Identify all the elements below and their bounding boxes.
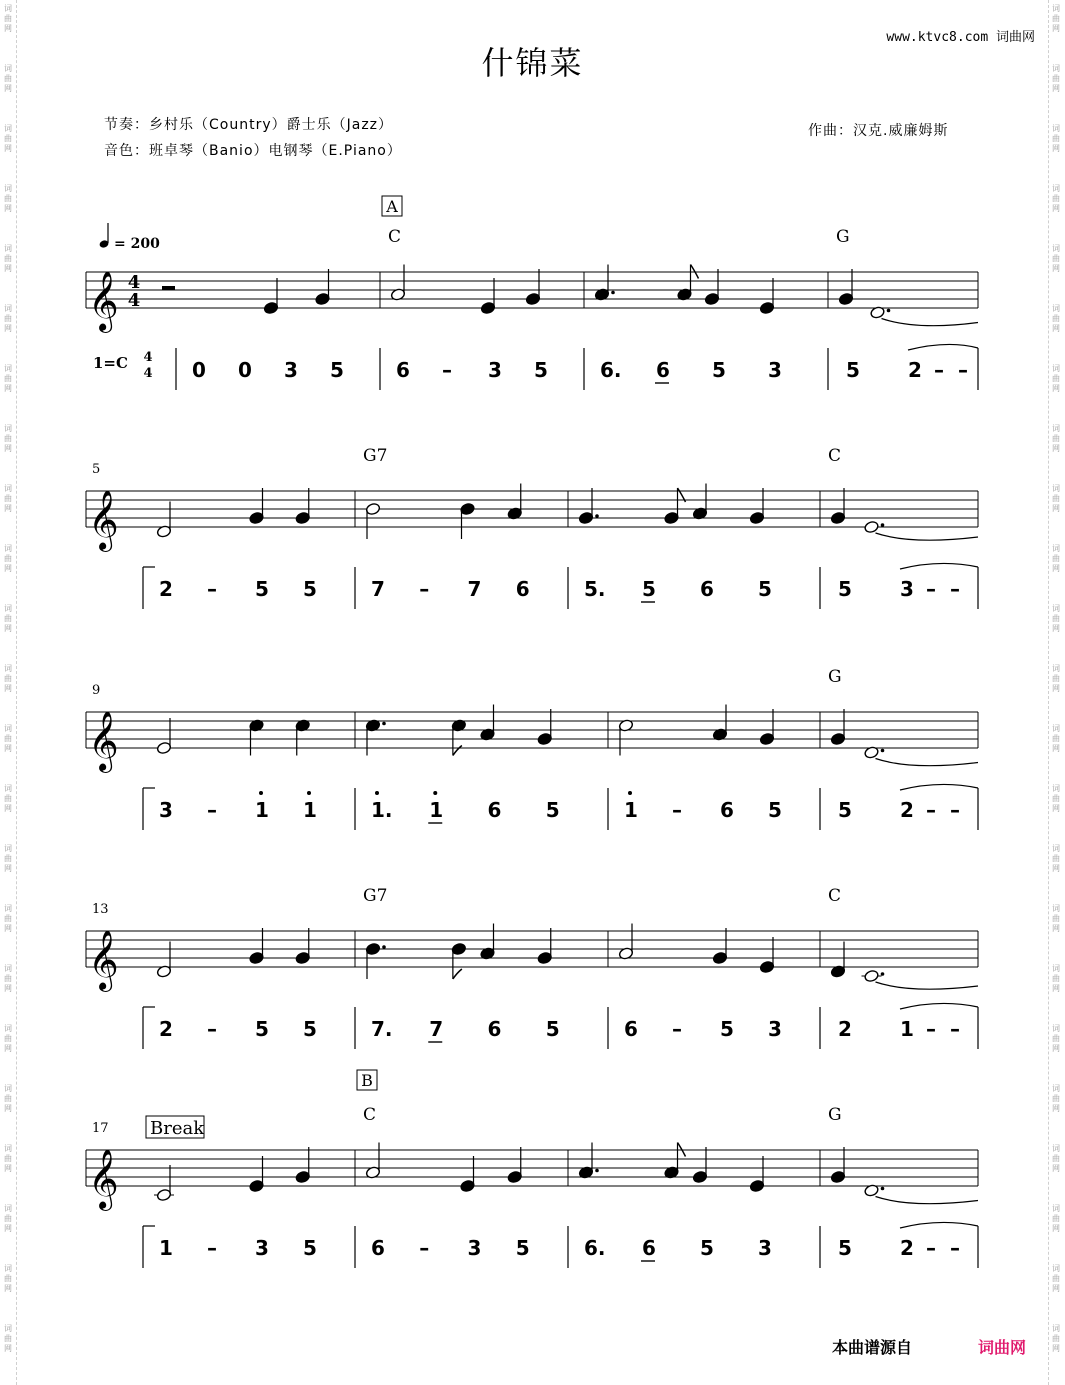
jianpu-note: 2 xyxy=(838,1017,852,1041)
jianpu-note: 6 xyxy=(396,358,410,382)
side-watermark-text: 词 曲 网 xyxy=(4,964,12,993)
side-watermark-text: 词 曲 网 xyxy=(4,364,12,393)
jianpu-note: 3 xyxy=(900,577,914,601)
jianpu-dash: – xyxy=(207,1236,217,1260)
side-watermark-text: 词 曲 网 xyxy=(4,184,12,213)
side-watermark-text: 词 曲 网 xyxy=(1052,784,1060,813)
jianpu-note: 5 xyxy=(330,358,344,382)
note-head xyxy=(864,969,879,982)
chord-symbol: C xyxy=(828,446,842,466)
chord-symbol: G7 xyxy=(363,446,388,466)
side-watermark-text: 词 曲 网 xyxy=(1052,604,1060,633)
jianpu-dash: – xyxy=(950,577,960,601)
key-signature: 1=C xyxy=(93,354,128,372)
side-watermark-text: 词 曲 网 xyxy=(1052,1024,1060,1053)
side-watermark-text: 词 曲 网 xyxy=(4,1084,12,1113)
side-watermark-text: 词 曲 网 xyxy=(1052,304,1060,333)
jianpu-note: 5 xyxy=(838,1236,852,1260)
jianpu-note: 5 xyxy=(303,577,317,601)
treble-clef-icon: 𝄞 xyxy=(88,711,119,771)
side-watermark-text: 词 曲 网 xyxy=(1052,544,1060,573)
chord-symbol: G xyxy=(836,227,850,247)
time-signature-top: 4 xyxy=(127,272,141,293)
tie-curve xyxy=(876,982,979,989)
jianpu-dash: – xyxy=(926,1236,936,1260)
jianpu-tie-curve xyxy=(900,563,978,569)
dot-mark xyxy=(881,972,885,976)
jianpu-note: 5 xyxy=(515,1236,530,1260)
side-watermark-text: 词 曲 网 xyxy=(4,844,12,873)
side-watermark-text: 词 曲 网 xyxy=(4,544,12,573)
chord-symbol: C xyxy=(828,886,842,906)
high-octave-dot xyxy=(307,791,311,795)
jianpu-note: 1. xyxy=(371,798,393,822)
high-octave-dot xyxy=(259,791,263,795)
jianpu-note: 5 xyxy=(846,358,860,382)
jianpu-tie-curve xyxy=(908,344,978,350)
side-watermark-text: 词 曲 网 xyxy=(4,1204,12,1233)
footer-source-label: 本曲谱源自 xyxy=(832,1338,913,1357)
side-watermark-text: 词 曲 网 xyxy=(4,604,12,633)
treble-clef-icon: 𝄞 xyxy=(88,490,119,550)
dot-mark xyxy=(881,1187,885,1191)
jianpu-note: 5 xyxy=(720,1017,734,1041)
tempo-marking: = 200 xyxy=(114,236,160,252)
chord-symbol: G7 xyxy=(363,886,388,906)
rehearsal-mark: A xyxy=(386,197,398,216)
jianpu-note: 1 xyxy=(429,798,444,822)
jianpu-note: 2 xyxy=(900,798,914,822)
jianpu-note: 3 xyxy=(488,358,502,382)
side-watermark-text: 词 曲 网 xyxy=(4,664,12,693)
time-signature-bottom: 4 xyxy=(127,290,141,311)
jianpu-note: 7. xyxy=(371,1017,393,1041)
side-watermark-text: 词 曲 网 xyxy=(1052,244,1060,273)
chord-symbol: C xyxy=(363,1105,377,1125)
dot-mark xyxy=(881,749,885,753)
jianpu-tie-curve xyxy=(900,1222,978,1228)
jianpu-note: 6. xyxy=(600,358,622,382)
side-watermark-text: 词 曲 网 xyxy=(4,424,12,453)
jianpu-note: 6 xyxy=(700,577,714,601)
tie-curve xyxy=(882,319,979,326)
side-watermark-text: 词 曲 网 xyxy=(1052,1264,1060,1293)
tie-curve xyxy=(876,1197,979,1204)
side-watermark-text: 词 曲 网 xyxy=(1052,724,1060,753)
jianpu-dash: – xyxy=(419,577,430,601)
jianpu-tie-curve xyxy=(900,1003,978,1009)
jianpu-note: 6 xyxy=(515,577,530,601)
timbre-info: 音色：班卓琴（Banio）电钢琴（E.Piano） xyxy=(104,143,402,159)
jianpu-note: 5 xyxy=(534,358,548,382)
jianpu-note: 1 xyxy=(303,798,317,822)
side-watermark-text: 词 曲 网 xyxy=(1052,184,1060,213)
side-watermark-text: 词 曲 网 xyxy=(4,784,12,813)
side-watermark-text: 词 曲 网 xyxy=(4,124,12,153)
dot-mark xyxy=(382,722,386,726)
jianpu-dash: – xyxy=(926,1017,936,1041)
side-watermark-text: 词 曲 网 xyxy=(1052,4,1060,33)
jianpu-dash: – xyxy=(950,1017,960,1041)
jianpu-dash: – xyxy=(207,577,217,601)
jianpu-note: 1 xyxy=(159,1236,173,1260)
jianpu-note: 6 xyxy=(487,1017,502,1041)
jianpu-note: 3 xyxy=(768,1017,782,1041)
jianpu-note: 5 xyxy=(642,577,656,601)
jianpu-note: 7 xyxy=(371,577,385,601)
side-watermark-text: 词 曲 网 xyxy=(1052,364,1060,393)
high-octave-dot xyxy=(375,791,379,795)
jianpu-note: 6 xyxy=(624,1017,638,1041)
treble-clef-icon: 𝄞 xyxy=(88,1149,119,1209)
side-watermark-text: 词 曲 网 xyxy=(4,904,12,933)
jianpu-dash: – xyxy=(926,798,936,822)
side-watermark-text: 词 曲 网 xyxy=(4,244,12,273)
jianpu-note: 1 xyxy=(900,1017,914,1041)
jianpu-dash: – xyxy=(207,1017,217,1041)
rhythm-info: 节奏：乡村乐（Country）爵士乐（Jazz） xyxy=(104,117,394,133)
site-url: www.ktvc8.com 词曲网 xyxy=(886,30,1035,45)
jianpu-dash: – xyxy=(442,358,452,382)
jianpu-note: 0 xyxy=(238,358,252,382)
jianpu-note: 2 xyxy=(159,577,173,601)
treble-clef-icon: 𝄞 xyxy=(88,271,119,331)
jianpu-dash: – xyxy=(950,798,960,822)
jianpu-tie-curve xyxy=(900,784,978,790)
jianpu-note: 5 xyxy=(303,1017,317,1041)
jianpu-note: 5 xyxy=(712,358,726,382)
jianpu-note: 6 xyxy=(642,1236,656,1260)
jianpu-note: 6. xyxy=(584,1236,606,1260)
jianpu-note: 5 xyxy=(838,798,852,822)
jianpu-note: 6 xyxy=(371,1236,385,1260)
side-watermark-text: 词 曲 网 xyxy=(1052,1324,1060,1353)
dot-mark xyxy=(881,523,885,527)
jianpu-note: 6 xyxy=(656,358,670,382)
jianpu-note: 6 xyxy=(720,798,734,822)
chord-symbol: G xyxy=(828,1105,842,1125)
dot-mark xyxy=(887,309,891,313)
half-rest-icon xyxy=(162,286,175,290)
jianpu-dash: – xyxy=(926,577,936,601)
note-flag xyxy=(453,969,462,979)
rehearsal-mark: B xyxy=(361,1071,373,1090)
break-label: Break xyxy=(150,1118,205,1139)
high-octave-dot xyxy=(628,791,632,795)
tie-curve xyxy=(876,533,979,540)
jianpu-note: 3 xyxy=(255,1236,269,1260)
side-watermark-text: 词 曲 网 xyxy=(4,4,12,33)
jianpu-dash: – xyxy=(672,1017,682,1041)
jianpu-note: 7 xyxy=(467,577,482,601)
chord-symbol: G xyxy=(828,667,842,687)
jianpu-note: 5 xyxy=(700,1236,714,1260)
jianpu-note: 7 xyxy=(429,1017,444,1041)
side-watermark-text: 词 曲 网 xyxy=(4,724,12,753)
jianpu-note: 2 xyxy=(900,1236,914,1260)
dot-mark xyxy=(611,291,615,295)
side-watermark-text: 词 曲 网 xyxy=(4,1024,12,1053)
jianpu-note: 5 xyxy=(545,798,560,822)
jianpu-dash: – xyxy=(419,1236,430,1260)
composer-info: 作曲：汉克.威廉姆斯 xyxy=(808,123,949,139)
side-watermark-text: 词 曲 网 xyxy=(1052,1084,1060,1113)
jianpu-note: 5 xyxy=(255,1017,269,1041)
dot-mark xyxy=(595,1169,599,1173)
side-watermark-text: 词 曲 网 xyxy=(1052,844,1060,873)
dot-mark xyxy=(382,945,386,949)
side-watermark-text: 词 曲 网 xyxy=(4,1144,12,1173)
jianpu-time-bottom: 4 xyxy=(143,366,153,381)
side-watermark-text: 词 曲 网 xyxy=(1052,904,1060,933)
side-watermark-text: 词 曲 网 xyxy=(1052,664,1060,693)
chord-symbol: C xyxy=(388,227,402,247)
jianpu-note: 1 xyxy=(624,798,638,822)
jianpu-note: 3 xyxy=(159,798,173,822)
jianpu-note: 5 xyxy=(838,577,852,601)
jianpu-time-top: 4 xyxy=(143,350,153,365)
jianpu-note: 5 xyxy=(255,577,269,601)
tie-curve xyxy=(876,759,979,766)
side-watermark-text: 词 曲 网 xyxy=(4,484,12,513)
side-watermark-text: 词 曲 网 xyxy=(1052,1144,1060,1173)
side-watermark-text: 词 曲 网 xyxy=(4,1324,12,1353)
jianpu-dash: – xyxy=(207,798,217,822)
note-head xyxy=(864,520,879,533)
jianpu-note: 3 xyxy=(284,358,298,382)
high-octave-dot xyxy=(433,791,437,795)
jianpu-dash: – xyxy=(950,1236,960,1260)
side-watermark-text: 词 曲 网 xyxy=(4,64,12,93)
side-watermark-text: 词 曲 网 xyxy=(1052,424,1060,453)
side-watermark-text: 词 曲 网 xyxy=(4,304,12,333)
jianpu-note: 0 xyxy=(192,358,206,382)
jianpu-note: 6 xyxy=(487,798,502,822)
measure-number: 5 xyxy=(92,462,101,477)
side-watermark-text: 词 曲 网 xyxy=(1052,964,1060,993)
footer-site-logo[interactable]: 词曲网 xyxy=(978,1338,1027,1357)
page-title: 什锦菜 xyxy=(481,44,584,82)
dot-mark xyxy=(595,514,599,518)
treble-clef-icon: 𝄞 xyxy=(88,930,119,990)
jianpu-note: 2 xyxy=(159,1017,173,1041)
jianpu-note: 3 xyxy=(467,1236,482,1260)
jianpu-dash: – xyxy=(672,798,682,822)
measure-number: 17 xyxy=(92,1121,109,1136)
jianpu-note: 5 xyxy=(758,577,772,601)
jianpu-note: 5. xyxy=(584,577,606,601)
jianpu-note: 2 xyxy=(908,358,922,382)
side-watermark-text: 词 曲 网 xyxy=(1052,64,1060,93)
side-watermark-text: 词 曲 网 xyxy=(1052,124,1060,153)
jianpu-note: 5 xyxy=(303,1236,317,1260)
note-flag xyxy=(453,746,462,756)
jianpu-note: 5 xyxy=(768,798,782,822)
measure-number: 13 xyxy=(92,902,109,917)
side-watermark-text: 词 曲 网 xyxy=(4,1264,12,1293)
jianpu-note: 1 xyxy=(255,798,269,822)
side-watermark-text: 词 曲 网 xyxy=(1052,1204,1060,1233)
jianpu-dash: – xyxy=(934,358,944,382)
jianpu-note: 5 xyxy=(545,1017,560,1041)
measure-number: 9 xyxy=(92,683,101,698)
jianpu-dash: – xyxy=(958,358,968,382)
jianpu-note: 3 xyxy=(768,358,782,382)
jianpu-note: 3 xyxy=(758,1236,772,1260)
side-watermark-text: 词 曲 网 xyxy=(1052,484,1060,513)
